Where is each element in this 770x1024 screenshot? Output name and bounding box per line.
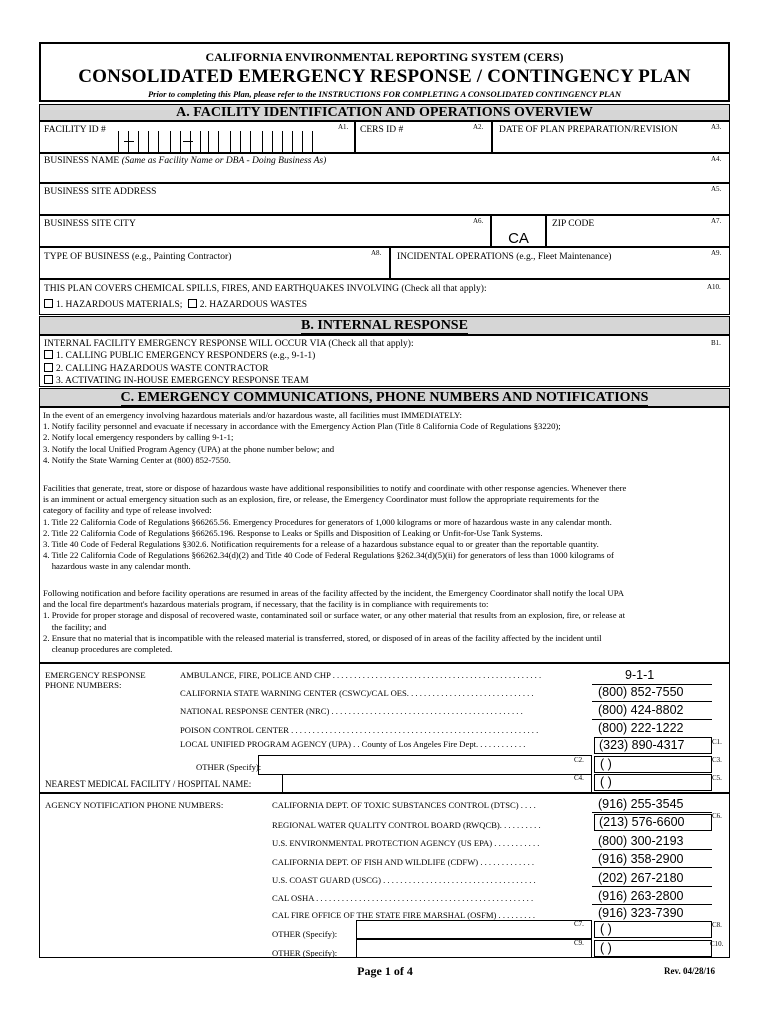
- agency-item-6: CAL FIRE OFFICE OF THE STATE FIRE MARSHAL (OSFM) . . . . . . . . .: [272, 910, 536, 920]
- digit-separator: [218, 131, 219, 153]
- instructions-additional: [43, 483, 727, 573]
- in-house-response-team-checkbox[interactable]: [44, 375, 53, 384]
- calling-waste-contractor-checkbox[interactable]: [44, 363, 53, 372]
- digit-separator: [262, 131, 263, 153]
- section-b-header: B. INTERNAL RESPONSE: [39, 316, 730, 335]
- section-c-header: C. EMERGENCY COMMUNICATIONS, PHONE NUMBERS AND NOTIFICATIONS: [39, 388, 730, 407]
- system-name: CALIFORNIA ENVIRONMENTAL REPORTING SYSTEM (CERS): [205, 50, 564, 64]
- digit-separator: [292, 131, 293, 153]
- form-subtitle: Prior to completing this Plan, please refer to the INSTRUCTIONS FOR COMPLETING A CONSOLIDATED CONTINGENCY PLAN: [147, 89, 622, 99]
- hazardous-materials-checkbox[interactable]: [44, 299, 53, 308]
- facility-id-digit-grid: [39, 121, 355, 153]
- emergency-item-3: POISON CONTROL CENTER . . . . . . . . . . . . . . . . . . . . . . . . . . . . . . . . . . . . . . . . . . . . . . . . . . . . . . . . . .: [180, 725, 539, 735]
- type-of-business-field[interactable]: TYPE OF BUSINESS (e.g., Painting Contractor) A8.: [39, 247, 390, 279]
- section-a-header: A. FACILITY IDENTIFICATION AND OPERATIONS OVERVIEW: [39, 104, 730, 121]
- page-number: Page 1 of 4: [357, 964, 413, 978]
- instruction-line: 2. Title 22 California Code of Regulations §66265.196. Response to Leaks or Spills and Disposition of Leaking or Unfit-for-Use Tank Systems.: [43, 527, 543, 538]
- nearest-medical-field[interactable]: [282, 774, 592, 793]
- instruction-line: In the event of an emergency involving hazardous materials and/or hazardous waste, all facilities must IMMEDIATELY:: [43, 410, 462, 420]
- digit-separator: [312, 131, 313, 153]
- instruction-line: 4. Notify the State Warning Center at (800) 852-7550.: [43, 454, 231, 465]
- instructions-followup: [43, 588, 727, 655]
- hazardous-wastes-checkbox[interactable]: [188, 299, 197, 308]
- digit-separator: [272, 131, 273, 153]
- phone-cal-osha: (916) 263-2800: [598, 889, 684, 903]
- digit-dash: [183, 141, 193, 142]
- digit-separator: [170, 131, 171, 153]
- digit-separator: [190, 131, 191, 153]
- instruction-line: cleanup procedures are completed.: [43, 644, 173, 655]
- instruction-line: 1. Title 22 California Code of Regulations §66265.56. Emergency Procedures for generators of 1,000 kilograms or more of hazardous waste in any calendar month.: [43, 516, 612, 527]
- digit-separator: [230, 131, 231, 153]
- phone-cdfw: (916) 358-2900: [598, 852, 684, 866]
- phone-uscg: (202) 267-2180: [598, 871, 684, 885]
- agency-item-4: U.S. COAST GUARD (USCG) . . . . . . . . . . . . . . . . . . . . . . . . . . . . . . . . . . . .: [272, 875, 536, 885]
- phone-dtsc: (916) 255-3545: [598, 797, 684, 811]
- instruction-line: Following notification and before facility operations are resumed in areas of the facility affected by the incident, the Emergency Coordinator shall notify the local UPA: [43, 588, 625, 598]
- other-agency-field-2[interactable]: [356, 939, 592, 958]
- instruction-line: 2. Ensure that no material that is incompatible with the released material is transferred, stored, or disposed of in areas of the facility affected by the incident until: [43, 632, 602, 643]
- facility-id-field[interactable]: FACILITY ID # A1.: [39, 121, 355, 153]
- digit-separator: [240, 131, 241, 153]
- phone-osfm: (916) 323-7390: [598, 906, 684, 920]
- instruction-line: 3. Title 40 Code of Federal Regulations §302.6. Notification requirements for a release of a hazardous substance equal to or greater than the reportable quantity.: [43, 539, 599, 550]
- digit-separator: [250, 131, 251, 153]
- agency-item-2: U.S. ENVIRONMENTAL PROTECTION AGENCY (US EPA) . . . . . . . . . . .: [272, 838, 540, 848]
- business-site-address-field[interactable]: BUSINESS SITE ADDRESS A5.: [39, 183, 730, 215]
- emergency-item-0: AMBULANCE, FIRE, POLICE AND CHP . . . . . . . . . . . . . . . . . . . . . . . . . . . . . . . . . . . . . . . . . . . . . . . . .: [180, 670, 542, 680]
- phone-us-epa: (800) 300-2193: [598, 834, 684, 848]
- phone-cswc: (800) 852-7550: [598, 685, 684, 699]
- zip-code-field[interactable]: ZIP CODE A7.: [546, 215, 730, 247]
- section-c-instructions: [39, 407, 730, 663]
- incidental-operations-field[interactable]: INCIDENTAL OPERATIONS (e.g., Fleet Maintenance) A9.: [390, 247, 730, 279]
- instruction-line: hazardous waste in any calendar month.: [43, 561, 191, 572]
- instruction-line: 3. Notify the local Unified Program Agency (UPA) at the phone number below; and: [43, 443, 335, 454]
- other-agency-field-1[interactable]: [356, 920, 592, 939]
- form-header: [39, 42, 730, 102]
- instruction-line: the facility; and: [43, 621, 107, 632]
- phone-rwqcb: (213) 576-6600: [599, 815, 685, 829]
- agency-notification-label: AGENCY NOTIFICATION PHONE NUMBERS:: [45, 800, 224, 810]
- internal-response-field: INTERNAL FACILITY EMERGENCY RESPONSE WILL OCCUR VIA (Check all that apply): B1. 1. CALLING PUBLIC EMERGENCY RESPONDERS (e.g., 9-1-1) 2. CALLING HAZARDOUS WASTE CONTRACTOR 3. ACTIVATING IN-HOUSE EMERGENCY RESPONSE TEAM: [39, 335, 730, 387]
- emergency-item-2: NATIONAL RESPONSE CENTER (NRC) . . . . . . . . . . . . . . . . . . . . . . . . . . . . . . . . . . . . . . . . . . . . .: [180, 706, 523, 716]
- digit-separator: [282, 131, 283, 153]
- instruction-line: 2. Notify local emergency responders by calling 9-1-1;: [43, 432, 234, 443]
- emergency-item-4: LOCAL UNIFIED PROGRAM AGENCY (UPA) . . County of Los Angeles Fire Dept. . . . . . . . . . . .: [180, 739, 526, 749]
- agency-item-3: CALIFORNIA DEPT. OF FISH AND WILDLIFE (CDFW) . . . . . . . . . . . . .: [272, 857, 535, 867]
- business-name-field[interactable]: BUSINESS NAME (Same as Facility Name or DBA - Doing Business As) A4.: [39, 153, 730, 183]
- plan-coverage-field: THIS PLAN COVERS CHEMICAL SPILLS, FIRES, AND EARTHQUAKES INVOLVING (Check all that apply): A10. 1. HAZARDOUS MATERIALS; 2. HAZARDOUS WASTES: [39, 279, 730, 315]
- state-value: CA: [508, 230, 529, 247]
- other-specify-field[interactable]: [258, 755, 592, 775]
- instruction-line: 4. Title 22 California Code of Regulations §66262.34(d)(2) and Title 40 Code of Federal Regulations §262.34(d)(5)(ii) for generators of less than 1000 kilograms of: [43, 550, 614, 561]
- other-specify-label-2: OTHER (Specify):: [272, 929, 338, 939]
- agency-item-5: CAL OSHA . . . . . . . . . . . . . . . . . . . . . . . . . . . . . . . . . . . . . . . . . . . . . . . . . . .: [272, 893, 534, 903]
- agency-item-0: CALIFORNIA DEPT. OF TOXIC SUBSTANCES CONTROL (DTSC) . . . .: [272, 800, 536, 810]
- phone-911: 9-1-1: [625, 668, 655, 682]
- form-title: CONSOLIDATED EMERGENCY RESPONSE / CONTINGENCY PLAN: [78, 66, 691, 87]
- digit-separator: [208, 131, 209, 153]
- digit-separator: [180, 131, 181, 153]
- digit-separator: [118, 131, 119, 153]
- date-preparation-field[interactable]: DATE OF PLAN PREPARATION/REVISION A3.: [492, 121, 730, 153]
- state-field[interactable]: [491, 215, 546, 247]
- instruction-line: is an imminent or actual emergency situation such as an explosion, fire, or release, the Emergency Coordinator must follow the appropriate requirements for the: [43, 494, 599, 505]
- emergency-phone-label: EMERGENCY RESPONSE PHONE NUMBERS:: [45, 670, 146, 690]
- nearest-medical-label: NEAREST MEDICAL FACILITY / HOSPITAL NAME:: [45, 779, 252, 789]
- agency-item-1: REGIONAL WATER QUALITY CONTROL BOARD (RWQCB). . . . . . . . . .: [272, 820, 541, 830]
- digit-separator: [148, 131, 149, 153]
- instruction-line: 1. Provide for proper storage and disposal of recovered waste, contaminated soil or surface water, or any other material that results from an explosion, fire, or release at: [43, 610, 625, 621]
- digit-dash: [124, 141, 134, 142]
- digit-separator: [158, 131, 159, 153]
- digit-separator: [200, 131, 201, 153]
- business-site-city-field[interactable]: BUSINESS SITE CITY A6.: [39, 215, 491, 247]
- other-specify-label: OTHER (Specify):: [196, 762, 262, 772]
- digit-separator: [302, 131, 303, 153]
- calling-public-responders-checkbox[interactable]: [44, 350, 53, 359]
- phone-poison-control: (800) 222-1222: [598, 721, 684, 735]
- instruction-line: Facilities that generate, treat, store or dispose of hazardous waste have additional responsibilities to notify and coordinate with other response agencies. Whenever there: [43, 483, 627, 493]
- emergency-item-1: CALIFORNIA STATE WARNING CENTER (CSWC)/CAL OES. . . . . . . . . . . . . . . . . . . . . . . . . . . . . .: [180, 688, 534, 698]
- instruction-line: 1. Notify facility personnel and evacuate if necessary in accordance with the Emergency Action Plan (Title 8 California Code of Regulations §3220);: [43, 421, 561, 432]
- instruction-line: and the local fire department's hazardous materials program, if necessary, that the facility is in compliance with requirements to:: [43, 599, 489, 610]
- cers-id-field[interactable]: CERS ID # A2.: [355, 121, 492, 153]
- revision-date: Rev. 04/28/16: [664, 966, 715, 976]
- instructions-immediate: [43, 410, 727, 466]
- instruction-line: category of facility and type of release involved:: [43, 505, 212, 516]
- phone-nrc: (800) 424-8802: [598, 703, 684, 717]
- other-specify-label-3: OTHER (Specify):: [272, 948, 338, 958]
- phone-upa: (323) 890-4317: [599, 738, 685, 752]
- digit-separator: [128, 131, 129, 153]
- digit-separator: [138, 131, 139, 153]
